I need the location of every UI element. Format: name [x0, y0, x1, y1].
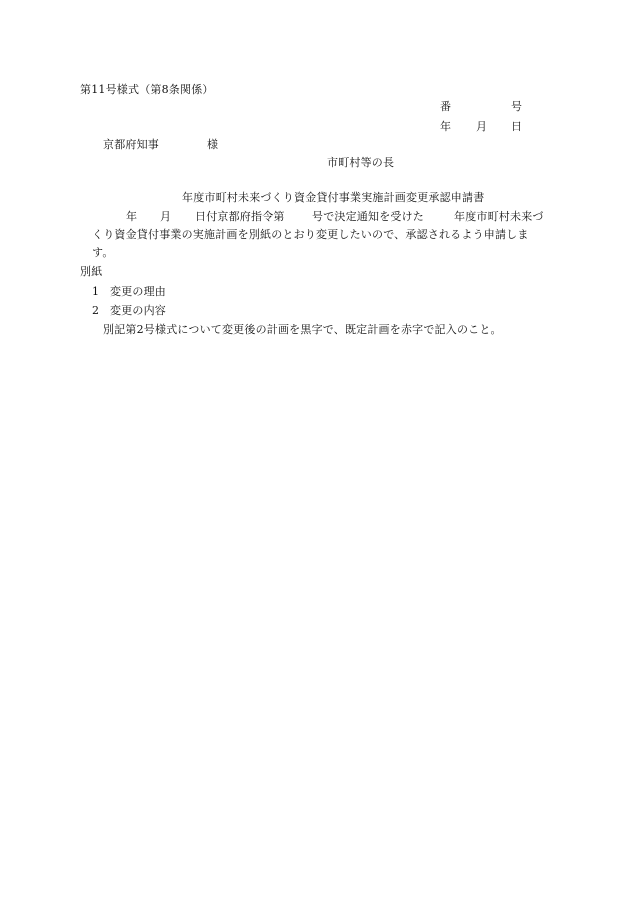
applicant-title: 市町村等の長 [327, 156, 395, 169]
body-line-1-text: 日付京都府指令第 [195, 210, 285, 223]
body-line-1-text3: 年度市町村未来づ [454, 210, 544, 223]
addressee-name: 京都府知事 [103, 138, 159, 151]
date-day: 日 [511, 120, 523, 133]
attachment-heading: 別紙 [80, 265, 103, 278]
body-line-1-year: 年 [126, 210, 138, 223]
date-year: 年 [440, 120, 452, 133]
body-line-3: す。 [92, 246, 114, 259]
attachment-item-2-label: 変更の内容 [110, 304, 166, 317]
attachment-item-1-label: 変更の理由 [110, 285, 166, 298]
attachment-note: 別記第2号様式について変更後の計画を黒字で、既定計画を赤字で記入のこと。 [103, 323, 502, 336]
body-line-2: くり資金貸付事業の実施計画を別紙のとおり変更したいので、承認されるよう申請しま [92, 228, 529, 241]
form-number: 第11号様式（第8条関係） [80, 83, 214, 96]
document-number-char: 番 [440, 100, 452, 113]
date-month: 月 [476, 120, 488, 133]
attachment-item-1-num: 1 [92, 285, 100, 298]
body-line-1-text2: 号で決定通知を受けた [312, 210, 424, 223]
attachment-item-2-num: 2 [92, 304, 100, 317]
addressee-honorific: 様 [207, 138, 219, 151]
document-number-suffix: 号 [511, 100, 523, 113]
body-line-1-month: 月 [160, 210, 172, 223]
document-title: 年度市町村未来づくり資金貸付事業実施計画変更承認申請書 [182, 191, 485, 204]
